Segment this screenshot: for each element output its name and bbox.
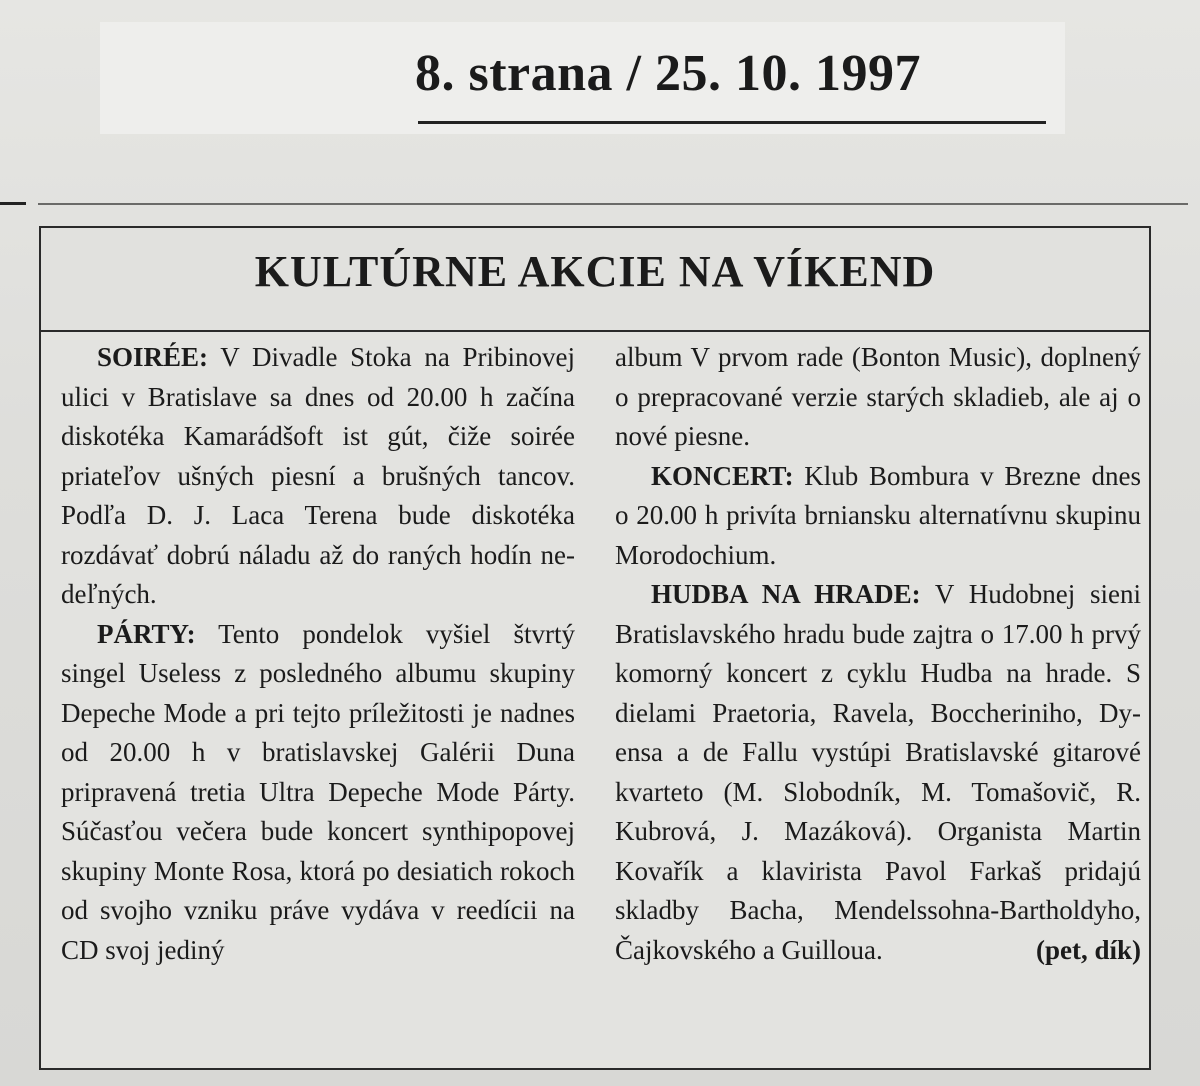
author-signature: (pet, dík) xyxy=(1035,934,1141,965)
article-headline: KULTÚRNE AKCIE NA VÍKEND xyxy=(254,247,936,296)
paragraph-body: V Divadle Stoka na Pribinovej ulici v Bratislave sa dnes od 20.00 h začína diskotéka Kamarádšoft ist gút, čiže soirée priateľov ušných piesní a brušných tancov. Podľa D. J. Laca Terena bude diskotéka rozdávať dobrú náladu až do raných hodín nedeľných. xyxy=(61,342,575,609)
paragraph-body: album V prvom rade (Bonton Music), doplnený o prepracované verzie starých skladieb, ale aj o nové piesne. xyxy=(615,342,1141,451)
edge-mark xyxy=(0,202,26,205)
paragraph-soiree xyxy=(61,338,575,615)
article-box xyxy=(39,226,1151,1070)
page-header: 8. strana / 25. 10. 1997 xyxy=(415,45,921,102)
left-column xyxy=(61,338,575,970)
headline-band xyxy=(41,228,1149,332)
paragraph-lead: KONCERT: xyxy=(651,460,794,491)
paragraph-lead: HUDBA NA HRADE: xyxy=(651,579,921,609)
paragraph-hudba xyxy=(615,575,1141,970)
paragraph-body: Klub Bombura v Brezne dnes o 20.00 h privíta brniansku alternatívnu skupinu Morodochium. xyxy=(615,460,1141,570)
paragraph-body: V Hudobnej sieni Bratislavského hradu bude zajtra o 17.00 h prvý komorný koncert z cyklu Hudba na hrade. S dielami Praetoria, Ravela, Boccheriniho, Dyensa a de Fallu vystúpi Bratislavské gitarové kvarteto (M. Slobodník, M. Tomašovič, R. Kubrová, J. Mazáková). Organista Martin Kovařík a klavirista Pavol Farkaš pridajú skladby Bacha, Mendelssohna-Bartholdyho, Čajkovského a Guilloua. xyxy=(615,579,1141,965)
paragraph-party xyxy=(61,615,575,971)
paragraph-continued xyxy=(615,338,1141,457)
right-column xyxy=(615,338,1141,970)
paragraph-lead: PÁRTY: xyxy=(97,618,196,649)
paragraph-koncert xyxy=(615,457,1141,576)
paragraph-lead: SOIRÉE: xyxy=(97,342,209,372)
clip-edge-line xyxy=(38,203,1188,205)
paragraph-body: Tento pondelok vyšiel štvrtý singel Useless z posledného albumu skupiny Depeche Mode a pri tejto príležitosti je nadnes od 20.00 h v bratislavskej Galérii Duna pripravená tretia Ultra Depeche Mode Párty. Súčasťou večera bude koncert synthipopovej skupiny Monte Rosa, ktorá po desiatich rokoch od svojho vzniku práve vydáva v reedícii na CD svoj jediný xyxy=(61,618,575,965)
header-underline xyxy=(418,121,1046,124)
